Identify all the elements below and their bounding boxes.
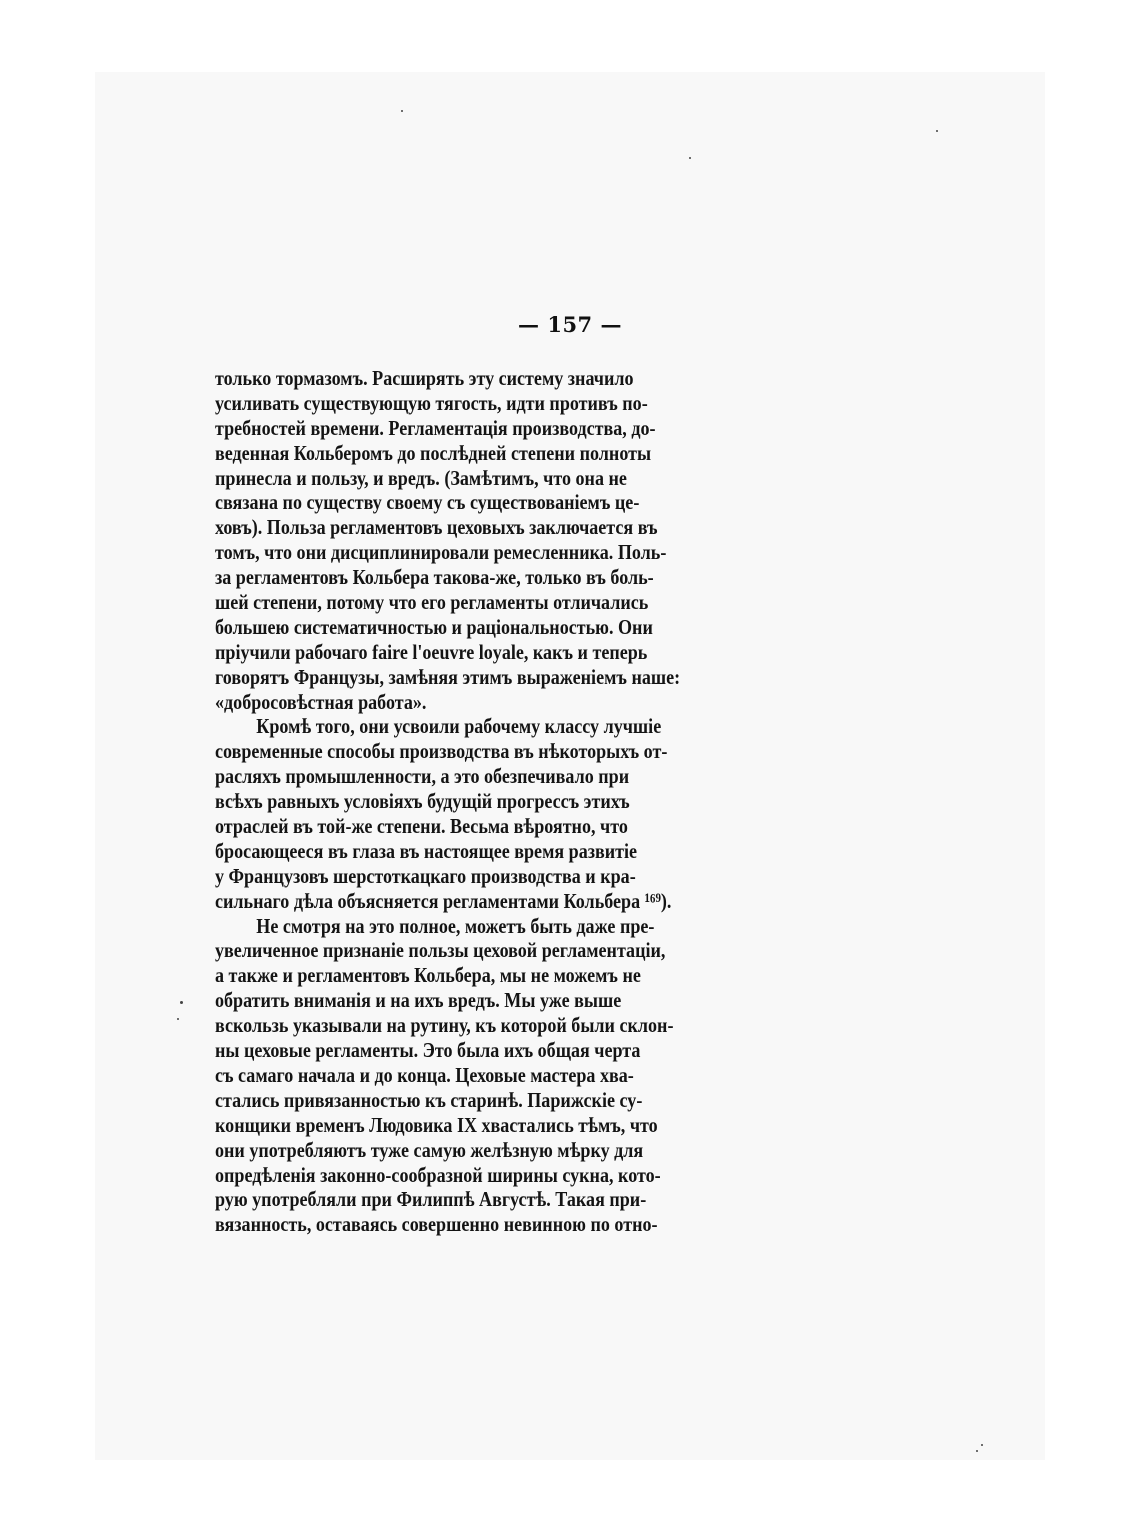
scan-speck — [689, 157, 691, 159]
text-line: усиливать существующую тягость, идти противъ по- — [215, 390, 648, 415]
text-line: веденная Кольберомъ до послѣдней степени полноты — [215, 440, 652, 465]
text-line: бросающееся въ глаза въ настоящее время развитіе — [215, 838, 638, 863]
paragraph-start-line: Кромѣ того, они усвоили рабочему классу лучшіе — [256, 714, 662, 739]
text-line: современные способы производства въ нѣкоторыхъ от- — [215, 739, 668, 764]
scan-speck — [936, 130, 938, 132]
text-line: они употребляютъ туже самую желѣзную мѣрку для — [215, 1137, 644, 1162]
text-line: томъ, что они дисциплинировали ремесленника. Поль- — [215, 540, 667, 565]
scan-speck — [180, 1001, 183, 1004]
text-line: за регламентовъ Кольбера такова-же, только въ боль- — [215, 565, 654, 590]
text-line: пріучили рабочаго faire l'oeuvre loyale, какъ и теперь — [215, 639, 648, 664]
text-line: всѣхъ равныхъ условіяхъ будущій прогрессъ этихъ — [215, 789, 630, 814]
text-line: увеличенное признаніе пользы цеховой регламентаціи, — [215, 938, 666, 963]
text-line: съ самаго начала и до конца. Цеховые мастера хва- — [215, 1062, 634, 1087]
text-line: конщики временъ Людовика IX хвастались тѣмъ, что — [215, 1112, 658, 1137]
paragraph-start-line: Не смотря на это полное, можетъ быть даже пре- — [256, 913, 655, 938]
text-line: принесла и пользу, и вредъ. (Замѣтимъ, что она не — [215, 465, 627, 490]
text-line: связана по существу своему съ существованіемъ це- — [215, 490, 640, 515]
text-line: вязанность, оставаясь совершенно невинною по отно- — [215, 1212, 658, 1237]
text-line: у Французовъ шерстоткацкаго производства и кра- — [215, 863, 636, 888]
text-line: отраслей въ той-же степени. Весьма вѣроятно, что — [215, 814, 628, 839]
text-line: сильнаго дѣла объясняется регламентами Кольбера ¹⁶⁹). — [215, 888, 672, 913]
text-line: расляхъ промышленности, а это обезпечивало при — [215, 764, 630, 789]
body-text — [215, 366, 775, 1237]
text-line: требностей времени. Регламентація производства, до- — [215, 415, 656, 440]
text-line: вскользь указывали на рутину, къ которой были склон- — [215, 1013, 674, 1038]
text-line: «добросовѣстная работа». — [215, 689, 427, 714]
scan-speck — [177, 1018, 179, 1020]
text-line: говорятъ Французы, замѣняя этимъ выраженіемъ наше: — [215, 664, 681, 689]
text-line: рую употребляли при Филиппѣ Августѣ. Такая при- — [215, 1187, 647, 1212]
scan-speck — [401, 110, 403, 112]
text-line: стались привязанностью къ старинѣ. Парижскіе су- — [215, 1087, 643, 1112]
scan-speck — [976, 1450, 978, 1452]
text-line: опредѣленія законно-сообразной ширины сукна, кото- — [215, 1162, 661, 1187]
text-line: ны цеховые регламенты. Это была ихъ общая черта — [215, 1038, 641, 1063]
text-line: большею систематичностью и раціональностью. Они — [215, 614, 653, 639]
text-line: обратить вниманія и на ихъ вредъ. Мы уже выше — [215, 988, 622, 1013]
text-line: только тормазомъ. Расширять эту систему значило — [215, 366, 634, 390]
scan-speck — [981, 1444, 983, 1446]
text-line: а также и регламентовъ Кольбера, мы не можемъ не — [215, 963, 641, 988]
text-line: шей степени, потому что его регламенты отличались — [215, 590, 649, 615]
text-line: ховъ). Польза регламентовъ цеховыхъ заключается въ — [215, 515, 658, 540]
page-number: — 157 — — [518, 312, 622, 337]
